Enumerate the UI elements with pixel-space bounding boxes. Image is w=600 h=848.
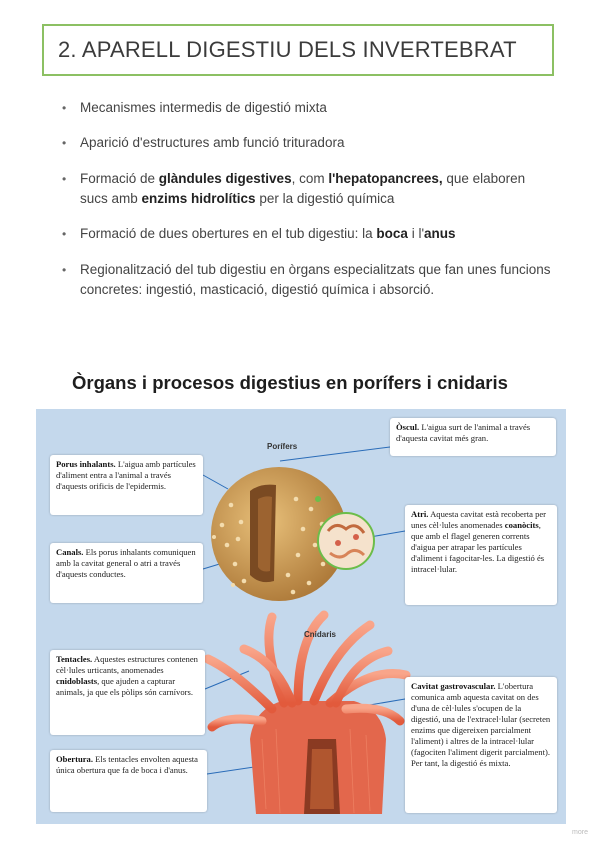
atri-card	[405, 505, 557, 605]
bullet-text: i l'	[407, 226, 425, 241]
bullet-text: , com	[291, 171, 329, 186]
card-text: L'aigua surt de l'animal a través d'aquesta cavitat més gran.	[396, 422, 531, 443]
bullet-item: • Regionalització del tub digestiu en òrgans especialitzats que fan unes funcions concretes: ingestió, masticació, digestió química i absorció.	[62, 260, 552, 300]
page-title: 2. APARELL DIGESTIU DELS INVERTEBRAT	[58, 37, 517, 62]
card-term: Canals.	[56, 547, 84, 557]
cavitat-card	[405, 677, 557, 813]
card-term: coanòcits	[504, 520, 539, 530]
bullet-text: per la digestió química	[255, 191, 395, 206]
bullet-item	[62, 224, 552, 244]
tentacles-card	[50, 650, 205, 735]
anemone-illustration	[208, 615, 406, 814]
bullet-item: • Aparició d'estructures amb funció trituradora	[62, 133, 552, 153]
card-text: L'aigua amb partícules d'aliment entra a l'animal a través d'aquests orificis de l'epidermis.	[56, 459, 196, 491]
digestive-figure	[36, 409, 566, 824]
bullet-text: que elaboren sucs amb	[80, 171, 526, 206]
bullet-text: Formació de dues obertures en el tub digestiu: la	[80, 226, 377, 241]
bullet-bold: l'hepatopancrees,	[328, 171, 443, 186]
porifers-label: Porífers	[267, 442, 298, 451]
bullet-bold: glàndules digestives	[158, 171, 292, 186]
card-term: Porus inhalants.	[56, 459, 116, 469]
cnidaris-label: Cnidaris	[304, 630, 337, 639]
card-text: , que ajuden a capturar animals, ja que els pòlips són carnívors.	[56, 676, 193, 697]
card-text: Aquestes estructures contenen cèl·lules urticants, anomenades	[56, 654, 198, 675]
bullet-text: Formació de	[80, 171, 159, 186]
bullet-list	[62, 98, 552, 300]
sponge-illustration	[211, 467, 374, 601]
card-text: Aquesta cavitat està recoberta per unes cèl·lules anomenades	[411, 509, 547, 530]
card-term: cnidoblasts	[56, 676, 98, 686]
oscul-card	[390, 418, 556, 456]
canals-card	[50, 543, 203, 603]
card-term: Òscul.	[396, 422, 420, 432]
card-text: , que amb el flagel generen corrents d'aigua per atrapar les partícules d'aliment i fagocitar-les. La digestió és intracel·lular.	[411, 520, 545, 574]
bullet-bold: anus	[424, 226, 456, 241]
card-term: Tentacles.	[56, 654, 93, 664]
card-text: L'obertura comunica amb aquesta cavitat on des d'una de cèl·lules s'ocupen de la digestió, una de l'extracel·lular (secreten enzims que digereixen parcialment l'aliment) i altres de la intracel·lular (fagociten l'aliment digerit parcialment). Per tant, la digestió és mixta.	[411, 681, 551, 768]
porus-card	[50, 455, 203, 515]
card-term: Cavitat gastrovascular.	[411, 681, 496, 691]
card-term: Obertura.	[56, 754, 93, 764]
bullet-bold: boca	[376, 226, 408, 241]
section-subtitle: Òrgans i procesos digestius en porífers i cnidaris	[72, 372, 508, 393]
card-term: Atri.	[411, 509, 429, 519]
obertura-card	[50, 750, 207, 812]
card-text: Els tentacles envolten aquesta única obertura que fa de boca i d'anus.	[56, 754, 198, 775]
card-text: Els porus inhalants comuniquen amb la cavitat general o atri a través d'aquests conductes.	[56, 547, 196, 579]
title-box	[42, 24, 554, 76]
bullet-bold: enzims hidrolítics	[141, 191, 256, 206]
bullet-item	[62, 169, 552, 209]
bullet-item: • Mecanismes intermedis de digestió mixta	[62, 98, 552, 118]
page-marker: more	[572, 829, 588, 836]
